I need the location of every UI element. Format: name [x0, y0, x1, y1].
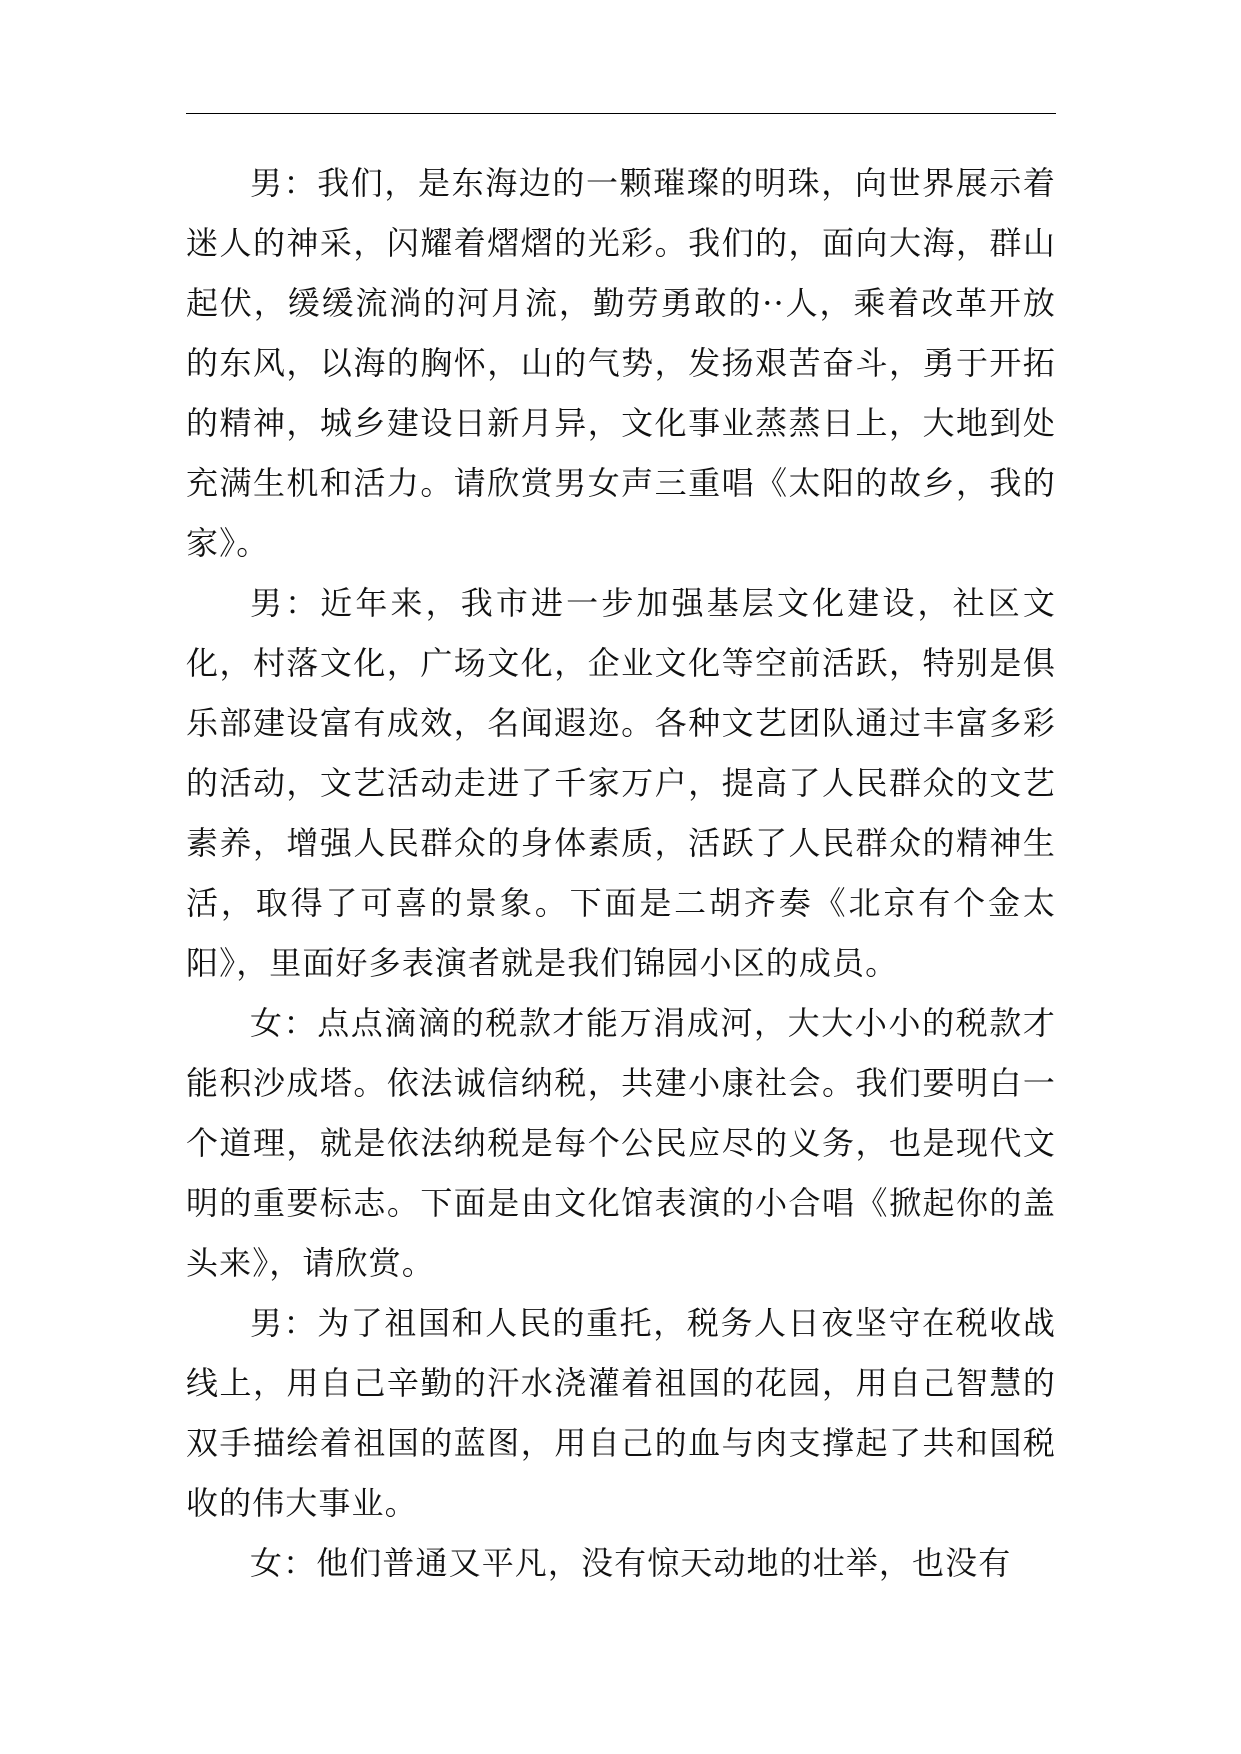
paragraph: 男：我们，是东海边的一颗璀璨的明珠，向世界展示着迷人的神采，闪耀着熠熠的光彩。我们的，面向大海，群山起伏，缓缓流淌的河月流，勤劳勇敢的··人，乘着改革开放的东风，以海的胸怀，山的气势，发扬艰苦奋斗，勇于开拓的精神，城乡建设日新月异，文化事业蒸蒸日上，大地到处充满生机和活力。请欣赏男女声三重唱《太阳的故乡，我的家》。	[186, 164, 1056, 562]
paragraph: 女：点点滴滴的税款才能万涓成河，大大小小的税款才能积沙成塔。依法诚信纳税，共建小康社会。我们要明白一个道理，就是依法纳税是每个公民应尽的义务，也是现代文明的重要标志。下面是由文化馆表演的小合唱《掀起你的盖头来》，请欣赏。	[186, 1004, 1056, 1282]
header-rule	[186, 113, 1056, 114]
paragraph: 女：他们普通又平凡，没有惊天动地的壮举，也没有	[250, 1544, 1012, 1582]
document-body	[186, 153, 1056, 1593]
paragraph: 男：近年来，我市进一步加强基层文化建设，社区文化，村落文化，广场文化，企业文化等空前活跃，特别是俱乐部建设富有成效，名闻遐迩。各种文艺团队通过丰富多彩的活动，文艺活动走进了千家万户，提高了人民群众的文艺素养，增强人民群众的身体素质，活跃了人民群众的精神生活，取得了可喜的景象。下面是二胡齐奏《北京有个金太阳》，里面好多表演者就是我们锦园小区的成员。	[186, 584, 1056, 982]
paragraph: 男：为了祖国和人民的重托，税务人日夜坚守在税收战线上，用自己辛勤的汗水浇灌着祖国的花园，用自己智慧的双手描绘着祖国的蓝图，用自己的血与肉支撑起了共和国税收的伟大事业。	[186, 1304, 1056, 1522]
